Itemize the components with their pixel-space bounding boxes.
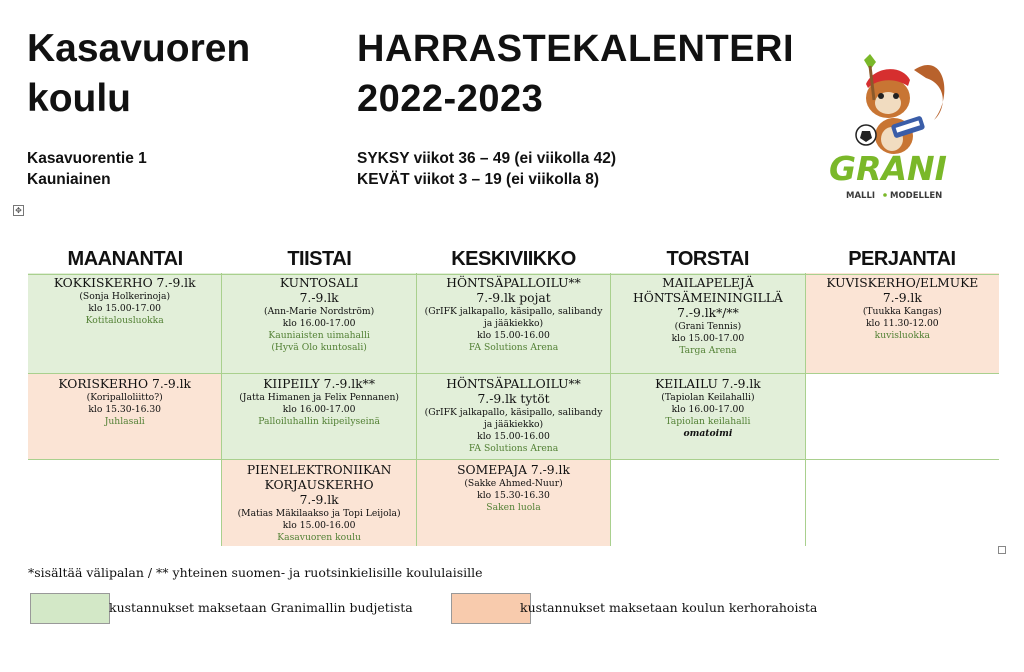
- day-header-tuesday: TIISTAI: [222, 247, 416, 273]
- schedule-cell-wednesday: [417, 460, 611, 546]
- activity-title: SOMEPAJA 7.-9.lk: [457, 463, 570, 477]
- schedule-cell-tuesday: [222, 460, 416, 546]
- page-title-line1: HARRASTEKALENTERI: [357, 28, 795, 70]
- legend-swatch-peach: [451, 593, 531, 624]
- schedule-cell-thursday: [611, 374, 805, 460]
- activity-title: KORISKERHO 7.-9.lk: [58, 377, 192, 391]
- activity-detail: klo 15.00-16.00: [477, 431, 550, 442]
- activity-title: 7.-9.lk: [299, 493, 339, 507]
- activity-detail: (Ann-Marie Nordström): [264, 306, 375, 317]
- activity-detail: (Tuukka Kangas): [862, 306, 942, 317]
- logo-tagline-right: MODELLEN: [890, 191, 943, 201]
- activity-place: Targa Arena: [679, 345, 737, 356]
- activity-detail: klo 15.00-17.00: [88, 303, 162, 314]
- activity-note: omatoimi: [683, 428, 733, 439]
- logo-tagline-left: MALLI: [846, 191, 876, 201]
- day-header-wednesday: KESKIVIIKKO: [416, 247, 610, 273]
- activity-detail: (GrIFK jalkapallo, käsipallo, salibandy: [424, 306, 603, 317]
- activity-detail: klo 15.00-17.00: [671, 333, 745, 344]
- activity-title: KEILAILU 7.-9.lk: [655, 377, 761, 391]
- school-name-line1: Kasavuoren: [27, 27, 251, 70]
- activity-place: (Hyvä Olo kuntosali): [271, 342, 367, 353]
- activity-place: kuvisluokka: [874, 330, 930, 341]
- activity-title: 7.-9.lk*/**: [677, 306, 739, 320]
- legend-label-peach: kustannukset maksetaan koulun kerhorahoista: [520, 600, 818, 615]
- activity-detail: ja jääkiekko): [483, 419, 544, 430]
- activity-title: PIENELEKTRONIIKAN: [246, 463, 392, 477]
- legend-swatch-green: [30, 593, 110, 624]
- activity-detail: (Grani Tennis): [674, 321, 742, 332]
- activity-detail: (Sakke Ahmed-Nuur): [464, 478, 563, 489]
- table-resize-handle[interactable]: [998, 546, 1006, 554]
- activity-detail: klo 15.00-16.00: [282, 520, 356, 531]
- day-header-friday: PERJANTAI: [805, 247, 999, 273]
- activity-detail: klo 15.30-16.30: [88, 404, 162, 415]
- activity-detail: (Koripalloliitto?): [86, 392, 163, 403]
- school-address: [27, 148, 147, 190]
- activity-detail: klo 15.00-16.00: [477, 330, 550, 341]
- schedule-cell-wednesday: [417, 374, 611, 460]
- table-body: [28, 273, 999, 546]
- activity-detail: (Tapiolan Keilahalli): [661, 392, 755, 403]
- activity-title: KIIPEILY 7.-9.lk**: [263, 377, 375, 391]
- activity-title: MAILAPELEJÄ: [662, 276, 754, 290]
- activity-detail: (Jatta Himanen ja Felix Pennanen): [239, 392, 399, 403]
- activity-place: Kotitalousluokka: [85, 315, 164, 326]
- header-divider: [28, 274, 999, 275]
- activity-place: Saken luola: [486, 502, 541, 513]
- activity-title: 7.-9.lk pojat: [476, 291, 551, 305]
- season-spring: KEVÄT viikot 3 – 19 (ei viikolla 8): [357, 171, 600, 188]
- schedule-cell-friday: [806, 460, 999, 546]
- activity-detail: klo 15.30-16.30: [477, 490, 550, 501]
- schedule-cell-tuesday: [222, 374, 416, 460]
- schedule-cell-tuesday: [222, 273, 416, 374]
- schedule-cell-wednesday: [417, 273, 611, 374]
- squirrel-mascot-icon: [856, 54, 944, 154]
- activity-detail: (Sonja Holkerinoja): [79, 291, 171, 302]
- table-move-handle[interactable]: ✥: [13, 205, 24, 216]
- activity-place: FA Solutions Arena: [468, 342, 559, 353]
- school-name: [27, 24, 250, 124]
- activity-title: 7.-9.lk tytöt: [477, 392, 550, 406]
- activity-place: Kauniaisten uimahalli: [268, 330, 370, 341]
- activity-detail: klo 16.00-17.00: [671, 404, 745, 415]
- day-header-thursday: TORSTAI: [611, 247, 805, 273]
- logo-dot-icon: [883, 193, 887, 197]
- schedule-row-3: [28, 460, 999, 546]
- activity-detail: klo 16.00-17.00: [282, 404, 356, 415]
- activity-title: KUVISKERHO/ELMUKE: [826, 276, 979, 290]
- grani-logo: [826, 40, 956, 205]
- activity-title: 7.-9.lk: [882, 291, 922, 305]
- day-header-monday: MAANANTAI: [28, 247, 222, 273]
- activity-title: HÖNTSÄMEININGILLÄ: [633, 291, 783, 305]
- schedule-cell-monday: [28, 374, 222, 460]
- activity-detail: ja jääkiekko): [483, 318, 544, 329]
- activity-title: HÖNTSÄPALLOILU**: [446, 276, 581, 290]
- activity-detail: klo 16.00-17.00: [282, 318, 356, 329]
- schedule-cell-friday: [806, 374, 999, 460]
- day-header-row: [28, 247, 999, 273]
- activity-title: 7.-9.lk: [299, 291, 339, 305]
- activity-detail: (Matias Mäkilaakso ja Topi Leijola): [237, 508, 401, 519]
- schedule-row-1: [28, 273, 999, 374]
- address-street: Kasavuorentie 1: [27, 150, 147, 167]
- page-title-line2: 2022-2023: [357, 78, 544, 120]
- schedule-table: [28, 247, 999, 546]
- activity-place: FA Solutions Arena: [468, 443, 559, 454]
- season-weeks: [357, 148, 616, 190]
- schedule-cell-monday: [28, 460, 222, 546]
- activity-title: KOKKISKERHO 7.-9.lk: [53, 276, 196, 290]
- page-title: [357, 24, 794, 124]
- footnote: *sisältää välipalan / ** yhteinen suomen- ja ruotsinkielisille koululaisille: [28, 565, 483, 580]
- schedule-cell-monday: [28, 273, 222, 374]
- activity-detail: (GrIFK jalkapallo, käsipallo, salibandy: [424, 407, 603, 418]
- schedule-cell-friday: [806, 273, 999, 374]
- activity-detail: klo 11.30-12.00: [865, 318, 939, 329]
- school-name-line2: koulu: [27, 77, 131, 120]
- activity-place: Juhlasali: [104, 416, 145, 427]
- schedule-row-2: [28, 374, 999, 460]
- legend-label-green: kustannukset maksetaan Granimallin budjetista: [109, 600, 413, 615]
- activity-place: Kasavuoren koulu: [277, 532, 361, 543]
- schedule-cell-thursday: [611, 460, 805, 546]
- activity-title: KORJAUSKERHO: [264, 478, 374, 492]
- season-autumn: SYKSY viikot 36 – 49 (ei viikolla 42): [357, 150, 617, 167]
- schedule-cell-thursday: [611, 273, 805, 374]
- activity-title: HÖNTSÄPALLOILU**: [446, 377, 581, 391]
- activity-place: Palloiluhallin kiipeilyseinä: [258, 416, 381, 427]
- address-city: Kauniainen: [27, 171, 111, 188]
- activity-title: KUNTOSALI: [279, 276, 359, 290]
- logo-word: GRANI: [829, 149, 947, 188]
- activity-place: Tapiolan keilahalli: [665, 416, 751, 427]
